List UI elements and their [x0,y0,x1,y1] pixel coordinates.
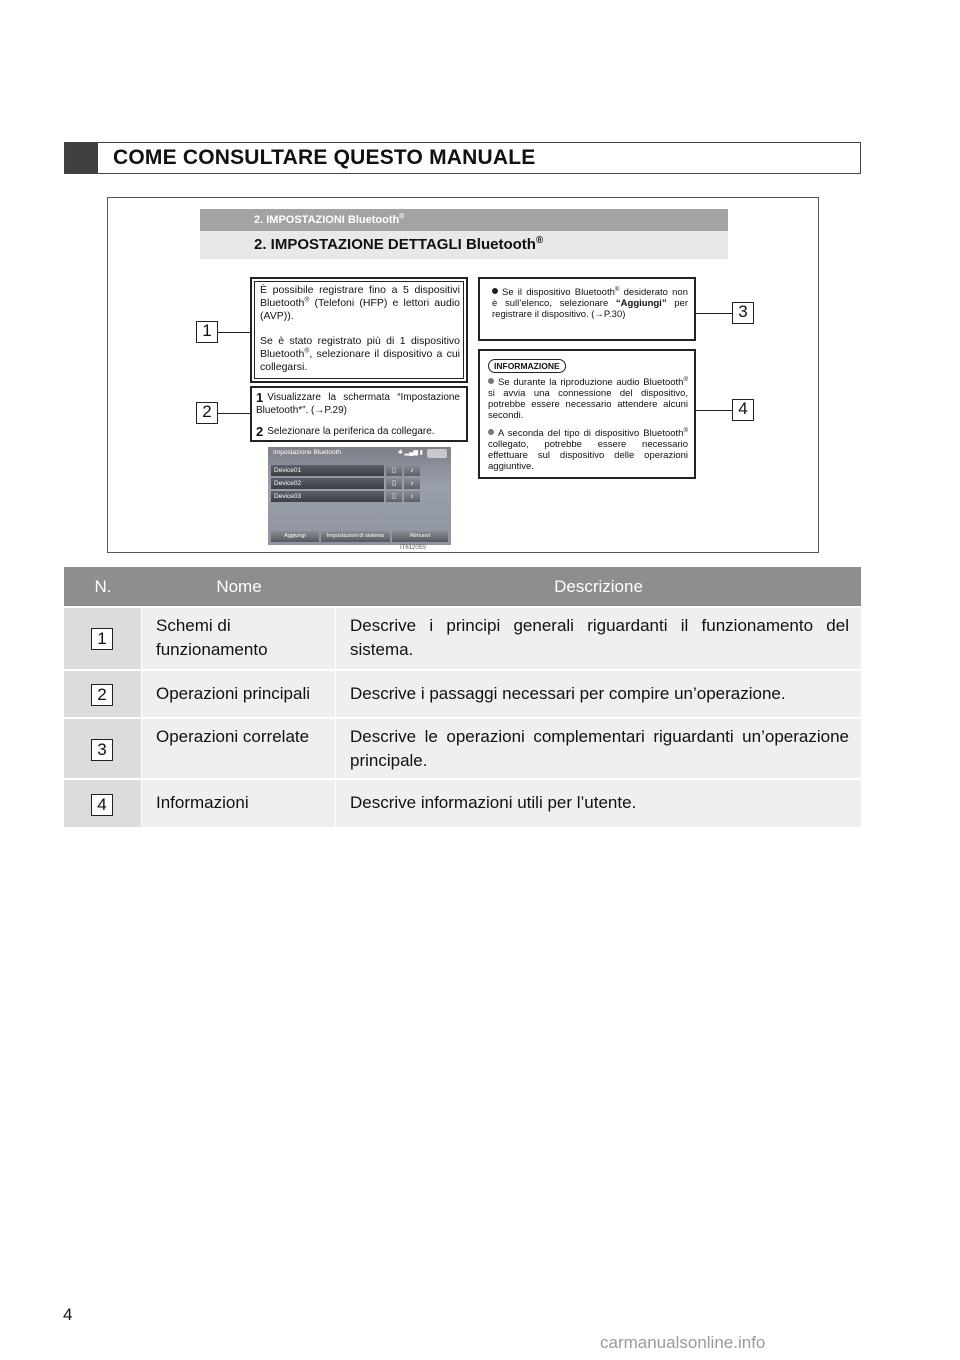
leader-line-4 [696,410,732,411]
callout2-step2: 2 Selezionare la periferica da collegare. [256,424,435,439]
band-chapter-text: 2. IMPOSTAZIONI Bluetooth [254,214,400,226]
screen-system-settings-button: Impostazioni di sistema [321,531,390,542]
callout-operazioni [250,386,468,442]
row-number: 2 [91,684,113,706]
section-header-tab [65,143,98,173]
device-row: Device03 [271,491,384,502]
band-section-sup: ® [535,235,544,246]
leader-line-3 [696,313,732,314]
callout-correlate [478,277,696,341]
row-name: Schemi di funzionamento [156,616,268,659]
callout1-paragraph2: Se è stato registrato più di 1 dispositivo Bluetooth®, selezionare il dispositivo a cui collegarsi. [260,335,460,373]
section-header [64,142,861,174]
row-description: Descrive i principi generali riguardanti il funzionamento del sistema. [350,616,849,659]
table-row [64,717,861,778]
table-row [64,606,861,669]
callout2-step1: 1 Visualizzare la schermata “Impostazione Bluetooth*”. (→P.29) [256,390,460,416]
example-band-chapter [200,209,728,231]
step1-number: 1 [256,390,264,405]
illustration-code: IT61205S [400,545,427,551]
row-name: Operazioni principali [156,684,311,703]
row-description: Descrive le operazioni complementari riguardanti un’operazione principale. [350,727,849,770]
band-section-text: 2. IMPOSTAZIONE DETTAGLI Bluetooth [254,236,536,253]
header-num: N. [94,577,112,596]
section-title: COME CONSULTARE QUESTO MANUALE [113,146,536,169]
row-number: 3 [91,739,113,761]
device-row: Device02 [271,478,384,489]
example-band-section [200,231,728,259]
row-name: Informazioni [156,793,249,812]
marker-3: 3 [732,302,754,324]
row-name: Operazioni correlate [156,727,310,746]
row-description: Descrive informazioni utili per l’utente. [350,793,637,812]
music-icon: ♪ [404,478,420,489]
legend-table [64,567,861,814]
band-chapter-sup: ® [399,212,405,221]
callout1-paragraph1: È possibile registrare fino a 5 dispositivi Bluetooth® (Telefoni (HFP) e lettori audio (AVP)). [260,284,460,322]
screen-title: Impostazione Bluetooth [273,449,341,456]
row-description: Descrive i passaggi necessari per compire un’operazione. [350,684,786,703]
table-header [64,567,861,606]
row-number: 4 [91,794,113,816]
screen-remove-button: Rimuovi [392,531,448,542]
step2-number: 2 [256,424,264,439]
phone-icon: ▯ [386,478,402,489]
screen-add-button: Aggiungi [271,531,319,542]
callout4-bullet2: A seconda del tipo di dispositivo Bluetooth® collegato, potrebbe essere necessario effettuare sul dispositivo delle operazioni aggiuntive. [488,426,688,472]
header-name: Nome [216,577,262,596]
info-label: INFORMAZIONE [488,359,566,373]
header-description: Descrizione [554,577,643,596]
device-row: Device01 [271,465,384,476]
callout3-text: Se il dispositivo Bluetooth® desiderato non è sull’elenco, selezionare “Aggiungi” per registrare il dispositivo. (→P.30) [492,285,688,320]
page-number: 4 [63,1305,73,1324]
table-row [64,669,861,717]
row-number: 1 [91,628,113,650]
phone-icon: ▯ [386,491,402,502]
callout-informazione [478,349,696,479]
back-icon [427,449,447,458]
music-icon: ♪ [404,465,420,476]
device-screen-illustration [268,447,451,545]
callout4-bullet1: Se durante la riproduzione audio Bluetooth® si avvia una connessione del dispositivo, potrebbe essere necessario attendere alcuni secondi. [488,375,688,421]
leader-line-2 [218,413,250,414]
music-icon: ♪ [404,491,420,502]
watermark: carmanualsonline.info [600,1333,766,1352]
marker-4: 4 [732,399,754,421]
phone-icon: ▯ [386,465,402,476]
leader-line-1 [218,332,250,333]
signal-icon: ✱ ▂▄▆ ▮ [397,450,423,456]
table-row [64,778,861,827]
callout-schemi [250,277,468,383]
marker-1: 1 [196,321,218,343]
marker-2: 2 [196,402,218,424]
